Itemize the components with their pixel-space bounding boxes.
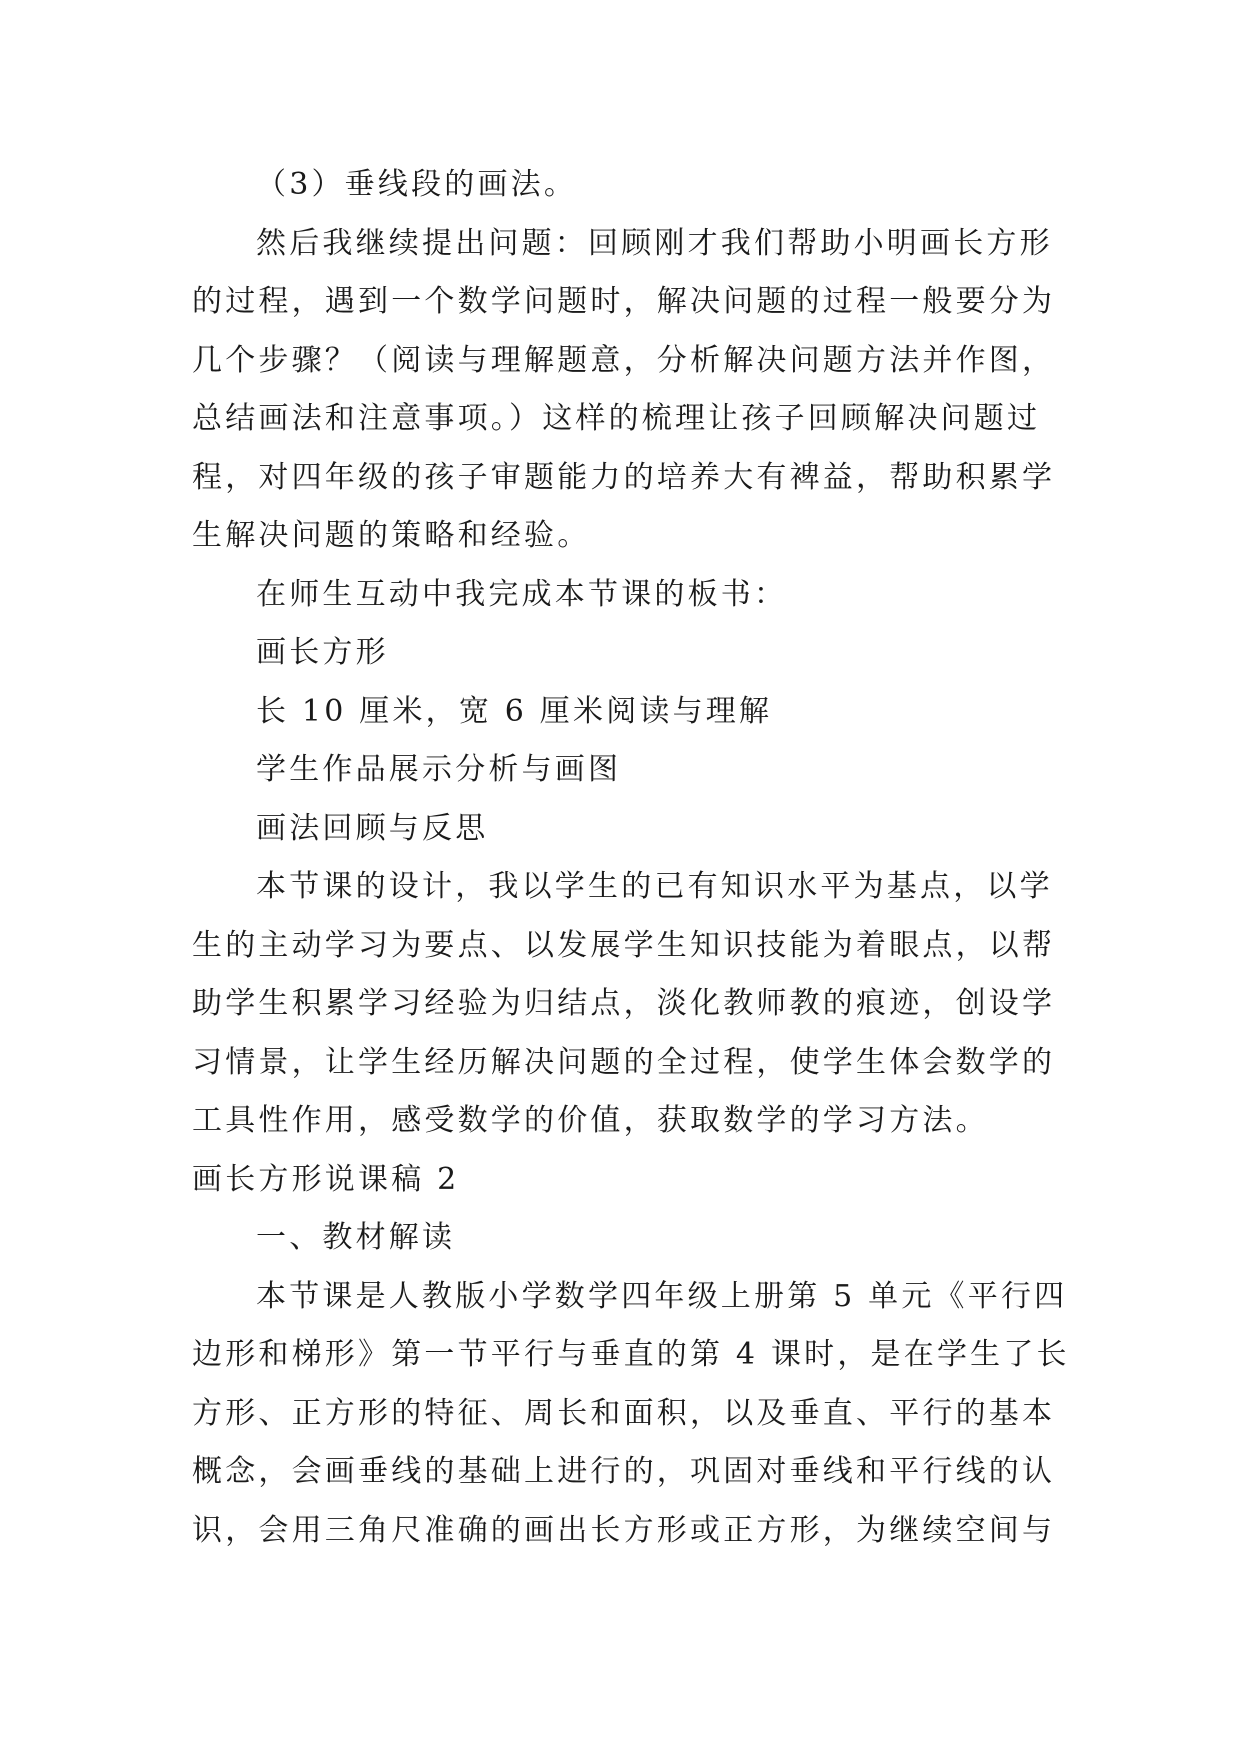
blackboard-line: 画长方形	[256, 635, 389, 670]
paragraph-line: 在师生互动中我完成本节课的板书：	[256, 576, 788, 612]
paragraph-line: 本节课是人教版小学数学四年级上册第 5 单元《平行四	[256, 1278, 1068, 1314]
paragraph-line: 识，会用三角尺准确的画出长方形或正方形，为继续空间与	[192, 1512, 1056, 1548]
paragraph-line: （3）垂线段的画法。	[256, 167, 578, 202]
paragraph-line: 总结画法和注意事项。）这样的梳理让孩子回顾解决问题过	[192, 401, 1041, 436]
document-body	[192, 156, 1072, 1560]
paragraph-line: 生解决问题的策略和经验。	[192, 518, 591, 553]
paragraph-line: 几个步骤？（阅读与理解题意，分析解决问题方法并作图，	[192, 342, 1056, 378]
paragraph-line: 本节课的设计，我以学生的已有知识水平为基点，以学	[256, 869, 1053, 904]
paragraph-line: 方形、正方形的特征、周长和面积，以及垂直、平行的基本	[192, 1395, 1056, 1431]
paragraph-line: 程，对四年级的孩子审题能力的培养大有裨益，帮助积累学	[192, 459, 1056, 495]
paragraph-line: 的过程，遇到一个数学问题时，解决问题的过程一般要分为	[192, 284, 1056, 319]
paragraph-line: 习情景，让学生经历解决问题的全过程，使学生体会数学的	[192, 1044, 1056, 1080]
paragraph-line: 然后我继续提出问题：回顾刚才我们帮助小明画长方形	[256, 225, 1053, 261]
paragraph-line: 助学生积累学习经验为归结点，淡化教师教的痕迹，创设学	[192, 986, 1056, 1021]
blackboard-line: 画法回顾与反思	[256, 810, 489, 846]
paragraph-line: 工具性作用，感受数学的价值，获取数学的学习方法。	[192, 1103, 989, 1138]
paragraph-line: 概念，会画垂线的基础上进行的，巩固对垂线和平行线的认	[192, 1454, 1056, 1489]
blackboard-line: 长 10 厘米，宽 6 厘米阅读与理解	[256, 693, 773, 729]
paragraph-line: 边形和梯形》第一节平行与垂直的第 4 课时，是在学生了长	[192, 1337, 1070, 1372]
blackboard-line: 学生作品展示分析与画图	[256, 752, 622, 787]
paragraph-line: 生的主动学习为要点、以发展学生知识技能为着眼点，以帮	[192, 927, 1056, 963]
section-heading: 一、教材解读	[256, 1220, 456, 1255]
section-title: 画长方形说课稿 2	[192, 1161, 460, 1197]
